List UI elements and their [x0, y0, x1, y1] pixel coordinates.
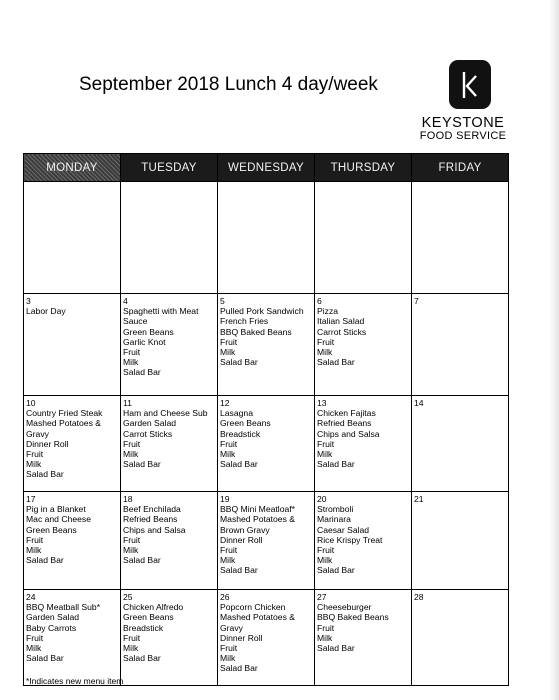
- menu-item: Salad Bar: [317, 357, 355, 368]
- menu-item: Rice Krispy Treat: [317, 534, 383, 545]
- day-number: 5: [220, 296, 225, 306]
- menu-item: Fruit: [26, 534, 44, 545]
- week-row: [24, 590, 509, 686]
- day-number: 20: [317, 494, 327, 504]
- menu-item: Marinara: [317, 514, 351, 525]
- menu-item: Dinner Roll: [26, 438, 69, 449]
- menu-item: Milk: [317, 449, 333, 460]
- menu-item: Salad Bar: [123, 459, 161, 470]
- menu-item: Green Beans: [220, 418, 271, 429]
- menu-item: Salad Bar: [123, 555, 161, 566]
- menu-item: Milk: [26, 545, 42, 556]
- header-friday: FRIDAY: [412, 154, 509, 182]
- menu-item: Milk: [220, 555, 236, 566]
- menu-item: BBQ Baked Beans: [317, 612, 389, 623]
- day-number: 24: [26, 592, 36, 602]
- menu-item: Pulled Pork Sandwich: [220, 306, 304, 317]
- day-cell: [412, 492, 509, 590]
- menu-item: Salad Bar: [220, 663, 258, 674]
- page-title: September 2018 Lunch 4 day/week: [79, 74, 378, 95]
- menu-item: Mac and Cheese: [26, 514, 91, 525]
- logo-k-glyph-icon: [456, 67, 484, 103]
- menu-item: Mashed Potatoes &: [220, 514, 296, 525]
- menu-item: Milk: [123, 357, 139, 368]
- menu-item: Salad Bar: [26, 469, 64, 480]
- menu-item: Salad Bar: [26, 555, 64, 566]
- menu-item: BBQ Mini Meatloaf*: [220, 504, 295, 515]
- day-cell: [218, 590, 315, 686]
- day-cell: [121, 396, 218, 492]
- calendar-body: [24, 182, 509, 686]
- menu-item: Stromboli: [317, 504, 354, 515]
- day-number: 7: [414, 296, 419, 306]
- day-cell: [315, 492, 412, 590]
- menu-item: Cheeseburger: [317, 602, 372, 613]
- menu-item: Chips and Salsa: [317, 428, 380, 439]
- menu-item: Chips and Salsa: [123, 524, 186, 535]
- day-cell: [24, 182, 121, 294]
- menu-item: Green Beans: [123, 612, 174, 623]
- day-cell: [121, 492, 218, 590]
- day-cell: [315, 396, 412, 492]
- menu-item: Baby Carrots: [26, 622, 77, 633]
- page-edge-shadow: [549, 0, 559, 700]
- menu-item: Salad Bar: [317, 643, 355, 654]
- menu-item: Carrot Sticks: [317, 326, 367, 337]
- day-cell: [412, 396, 509, 492]
- day-cell: [218, 492, 315, 590]
- menu-item: Garden Salad: [123, 418, 177, 429]
- day-cell: [24, 492, 121, 590]
- week-row: [24, 294, 509, 396]
- menu-item: Fruit: [317, 438, 335, 449]
- day-cell: [24, 396, 121, 492]
- menu-item: Spaghetti with Meat: [123, 306, 199, 317]
- menu-item: Milk: [26, 643, 42, 654]
- menu-item: Italian Salad: [317, 316, 365, 327]
- day-number: 18: [123, 494, 133, 504]
- menu-item: Pig in a Blanket: [26, 504, 86, 515]
- menu-item: Gravy: [26, 428, 49, 439]
- menu-item: Fruit: [317, 545, 335, 556]
- menu-item: Salad Bar: [123, 367, 161, 378]
- day-cell: [412, 590, 509, 686]
- menu-item: Fruit: [220, 545, 238, 556]
- menu-item: Brown Gravy: [220, 524, 270, 535]
- menu-item: Milk: [220, 449, 236, 460]
- day-number: 28: [414, 592, 424, 602]
- day-cell: [218, 396, 315, 492]
- day-number: 14: [414, 398, 424, 408]
- menu-item: Milk: [220, 653, 236, 664]
- menu-item: BBQ Baked Beans: [220, 326, 292, 337]
- lunch-calendar: [23, 153, 509, 686]
- menu-item: French Fries: [220, 316, 269, 327]
- menu-item: Lasagna: [220, 408, 253, 419]
- day-number: 27: [317, 592, 327, 602]
- day-number: 13: [317, 398, 327, 408]
- menu-item: Chicken Alfredo: [123, 602, 184, 613]
- day-number: 17: [26, 494, 36, 504]
- menu-item: Milk: [26, 459, 42, 470]
- menu-item: Fruit: [26, 632, 44, 643]
- menu-item: Fruit: [123, 632, 141, 643]
- menu-item: Dinner Roll: [220, 534, 263, 545]
- menu-item: Fruit: [123, 534, 141, 545]
- menu-item: Caesar Salad: [317, 524, 370, 535]
- day-number: 10: [26, 398, 36, 408]
- day-cell: [315, 590, 412, 686]
- day-cell: [24, 590, 124, 686]
- menu-item: Garden Salad: [26, 612, 80, 623]
- day-number: 12: [220, 398, 230, 408]
- menu-item: Fruit: [317, 336, 335, 347]
- menu-item: Milk: [317, 632, 333, 643]
- day-cell: [315, 182, 412, 294]
- menu-item: Milk: [123, 449, 139, 460]
- menu-item: Fruit: [317, 622, 335, 633]
- week-row: [24, 492, 509, 590]
- day-number: 26: [220, 592, 230, 602]
- week-row: [24, 182, 509, 294]
- brand-name: KEYSTONE: [421, 115, 505, 131]
- day-number: 4: [123, 296, 128, 306]
- menu-item: Garlic Knot: [123, 336, 166, 347]
- menu-item: Beef Enchilada: [123, 504, 181, 515]
- menu-item: Sauce: [123, 316, 148, 327]
- day-cell: [218, 182, 315, 294]
- day-number: 6: [317, 296, 322, 306]
- day-cell: [315, 294, 412, 396]
- weekday-header-row: [24, 154, 509, 182]
- day-cell: [24, 294, 121, 396]
- menu-item: Fruit: [123, 438, 141, 449]
- header-monday: MONDAY: [24, 154, 121, 182]
- menu-item: Salad Bar: [26, 653, 64, 664]
- menu-item: Ham and Cheese Sub: [123, 408, 208, 419]
- menu-item: Fruit: [220, 438, 238, 449]
- day-cell: [121, 590, 218, 686]
- menu-item: Salad Bar: [220, 565, 258, 576]
- day-number: 3: [26, 296, 31, 306]
- day-cell: [412, 294, 509, 396]
- header-tuesday: TUESDAY: [121, 154, 218, 182]
- day-number: 19: [220, 494, 230, 504]
- menu-item: Milk: [123, 643, 139, 654]
- header-wednesday: WEDNESDAY: [218, 154, 315, 182]
- menu-item: Carrot Sticks: [123, 428, 173, 439]
- brand-block: [408, 116, 518, 143]
- brand-subtitle: FOOD SERVICE: [419, 130, 507, 143]
- menu-item: Milk: [220, 347, 236, 358]
- menu-item: Milk: [317, 347, 333, 358]
- menu-item: Refried Beans: [317, 418, 372, 429]
- day-number: 21: [414, 494, 424, 504]
- keystone-logo-icon: [449, 60, 491, 109]
- menu-item: Labor Day: [26, 306, 66, 317]
- menu-item: Salad Bar: [317, 459, 355, 470]
- header-thursday: THURSDAY: [315, 154, 412, 182]
- day-cell: [121, 182, 218, 294]
- week-row: [24, 396, 509, 492]
- menu-item: Fruit: [220, 336, 238, 347]
- menu-item: Milk: [317, 555, 333, 566]
- menu-item: Chicken Fajitas: [317, 408, 376, 419]
- menu-item: Gravy: [220, 622, 243, 633]
- menu-item: Salad Bar: [123, 653, 161, 664]
- day-cell: [218, 294, 315, 396]
- menu-item: Salad Bar: [220, 459, 258, 470]
- menu-item: Mashed Potatoes &: [220, 612, 296, 623]
- menu-item: Breadstick: [123, 622, 164, 633]
- menu-item: Mashed Potatoes &: [26, 418, 102, 429]
- menu-item: Dinner Roll: [220, 632, 263, 643]
- menu-item: Milk: [123, 545, 139, 556]
- day-cell: [121, 294, 218, 396]
- menu-item: Salad Bar: [220, 357, 258, 368]
- menu-item: Green Beans: [26, 524, 77, 535]
- menu-item: Refried Beans: [123, 514, 178, 525]
- menu-item: Fruit: [123, 347, 141, 358]
- menu-item: Pizza: [317, 306, 339, 317]
- menu-item: Country Fried Steak: [26, 408, 103, 419]
- menu-item: Popcorn Chicken: [220, 602, 286, 613]
- menu-item: Green Beans: [123, 326, 174, 337]
- day-cell: [412, 182, 509, 294]
- menu-item: Fruit: [220, 643, 238, 654]
- day-number: 11: [123, 398, 132, 408]
- menu-item: Fruit: [26, 449, 44, 460]
- menu-item: Salad Bar: [317, 565, 355, 576]
- day-number: 25: [123, 592, 133, 602]
- footnote: *Indicates new menu item: [26, 676, 124, 686]
- menu-item: Breadstick: [220, 428, 261, 439]
- menu-item: BBQ Meatball Sub*: [26, 602, 101, 613]
